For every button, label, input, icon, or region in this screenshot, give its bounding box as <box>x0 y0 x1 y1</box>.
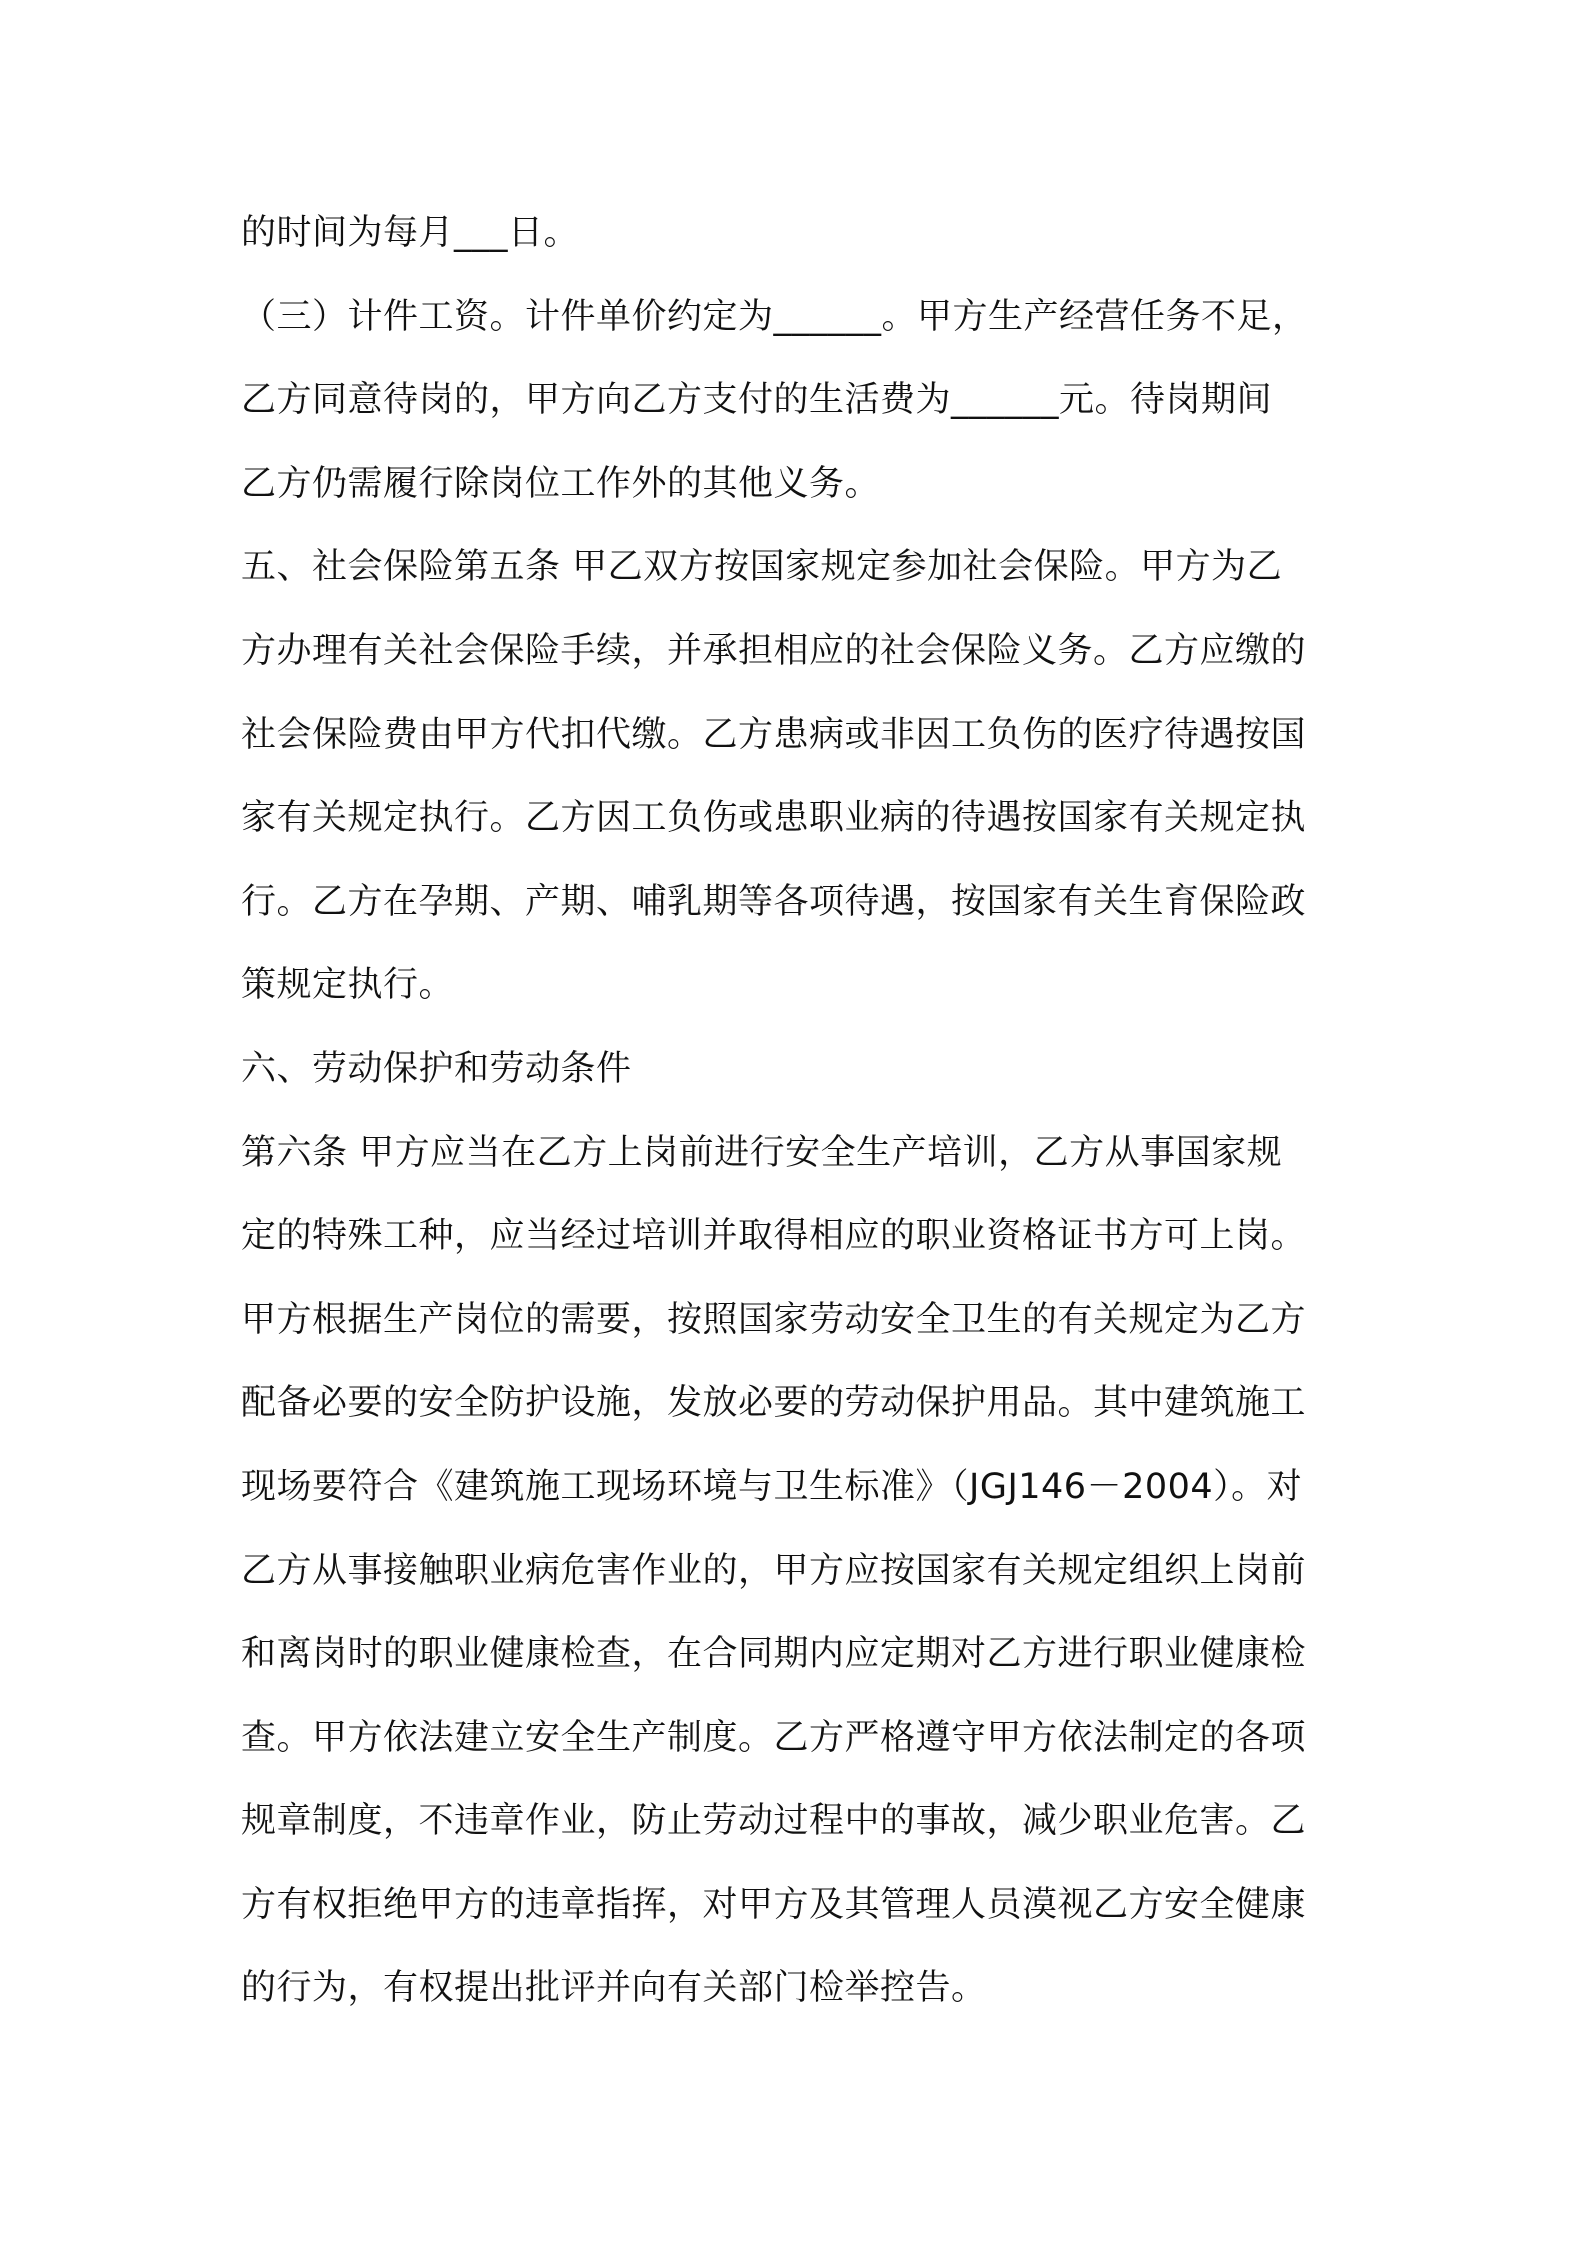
text-line: 策规定执行。 <box>241 965 455 1006</box>
text-line: 家有关规定执行。乙方因工负伤或患职业病的待遇按国家有关规定执 <box>241 798 1307 839</box>
text-line: 乙方从事接触职业病危害作业的，甲方应按国家有关规定组织上岗前 <box>241 1550 1307 1591</box>
text-line: 方有权拒绝甲方的违章指挥，对甲方及其管理人员漠视乙方安全健康 <box>241 1884 1307 1925</box>
text-line: 行。乙方在孕期、产期、哺乳期等各项待遇，按国家有关生育保险政 <box>241 881 1307 922</box>
text-line: 现场要符合《建筑施工现场环境与卫生标准》（JGJ146－2004）。对 <box>241 1466 1303 1507</box>
article-six-start: 第六条 甲方应当在乙方上岗前进行安全生产培训，乙方从事国家规 <box>241 1132 1283 1173</box>
text-line: 和离岗时的职业健康检查，在合同期内应定期对乙方进行职业健康检 <box>241 1634 1307 1675</box>
text-line: 规章制度，不违章作业，防止劳动过程中的事故，减少职业危害。乙 <box>241 1801 1307 1842</box>
text-line: 乙方仍需履行除岗位工作外的其他义务。 <box>241 463 881 504</box>
text-line: 的行为，有权提出批评并向有关部门检举控告。 <box>241 1968 987 2009</box>
text-line: 定的特殊工种，应当经过培训并取得相应的职业资格证书方可上岗。 <box>241 1216 1307 1257</box>
text-line: 配备必要的安全防护设施，发放必要的劳动保护用品。其中建筑施工 <box>241 1383 1307 1424</box>
text-line: （三）计件工资。计件单价约定为______。甲方生产经营任务不足， <box>241 296 1308 337</box>
text-line: 方办理有关社会保险手续，并承担相应的社会保险义务。乙方应缴的 <box>241 630 1307 671</box>
text-line: 的时间为每月___日。 <box>241 213 580 253</box>
section-heading-social-insurance: 五、社会保险第五条 甲乙双方按国家规定参加社会保险。甲方为乙 <box>241 547 1283 588</box>
contract-body-text <box>241 192 1361 2031</box>
text-line: 社会保险费由甲方代扣代缴。乙方患病或非因工负伤的医疗待遇按国 <box>241 714 1307 755</box>
section-heading-labor-protection: 六、劳动保护和劳动条件 <box>241 1048 632 1089</box>
text-line: 甲方根据生产岗位的需要，按照国家劳动安全卫生的有关规定为乙方 <box>241 1299 1307 1340</box>
text-line: 乙方同意待岗的，甲方向乙方支付的生活费为______元。待岗期间 <box>241 380 1273 421</box>
text-line: 查。甲方依法建立安全生产制度。乙方严格遵守甲方依法制定的各项 <box>241 1717 1307 1758</box>
